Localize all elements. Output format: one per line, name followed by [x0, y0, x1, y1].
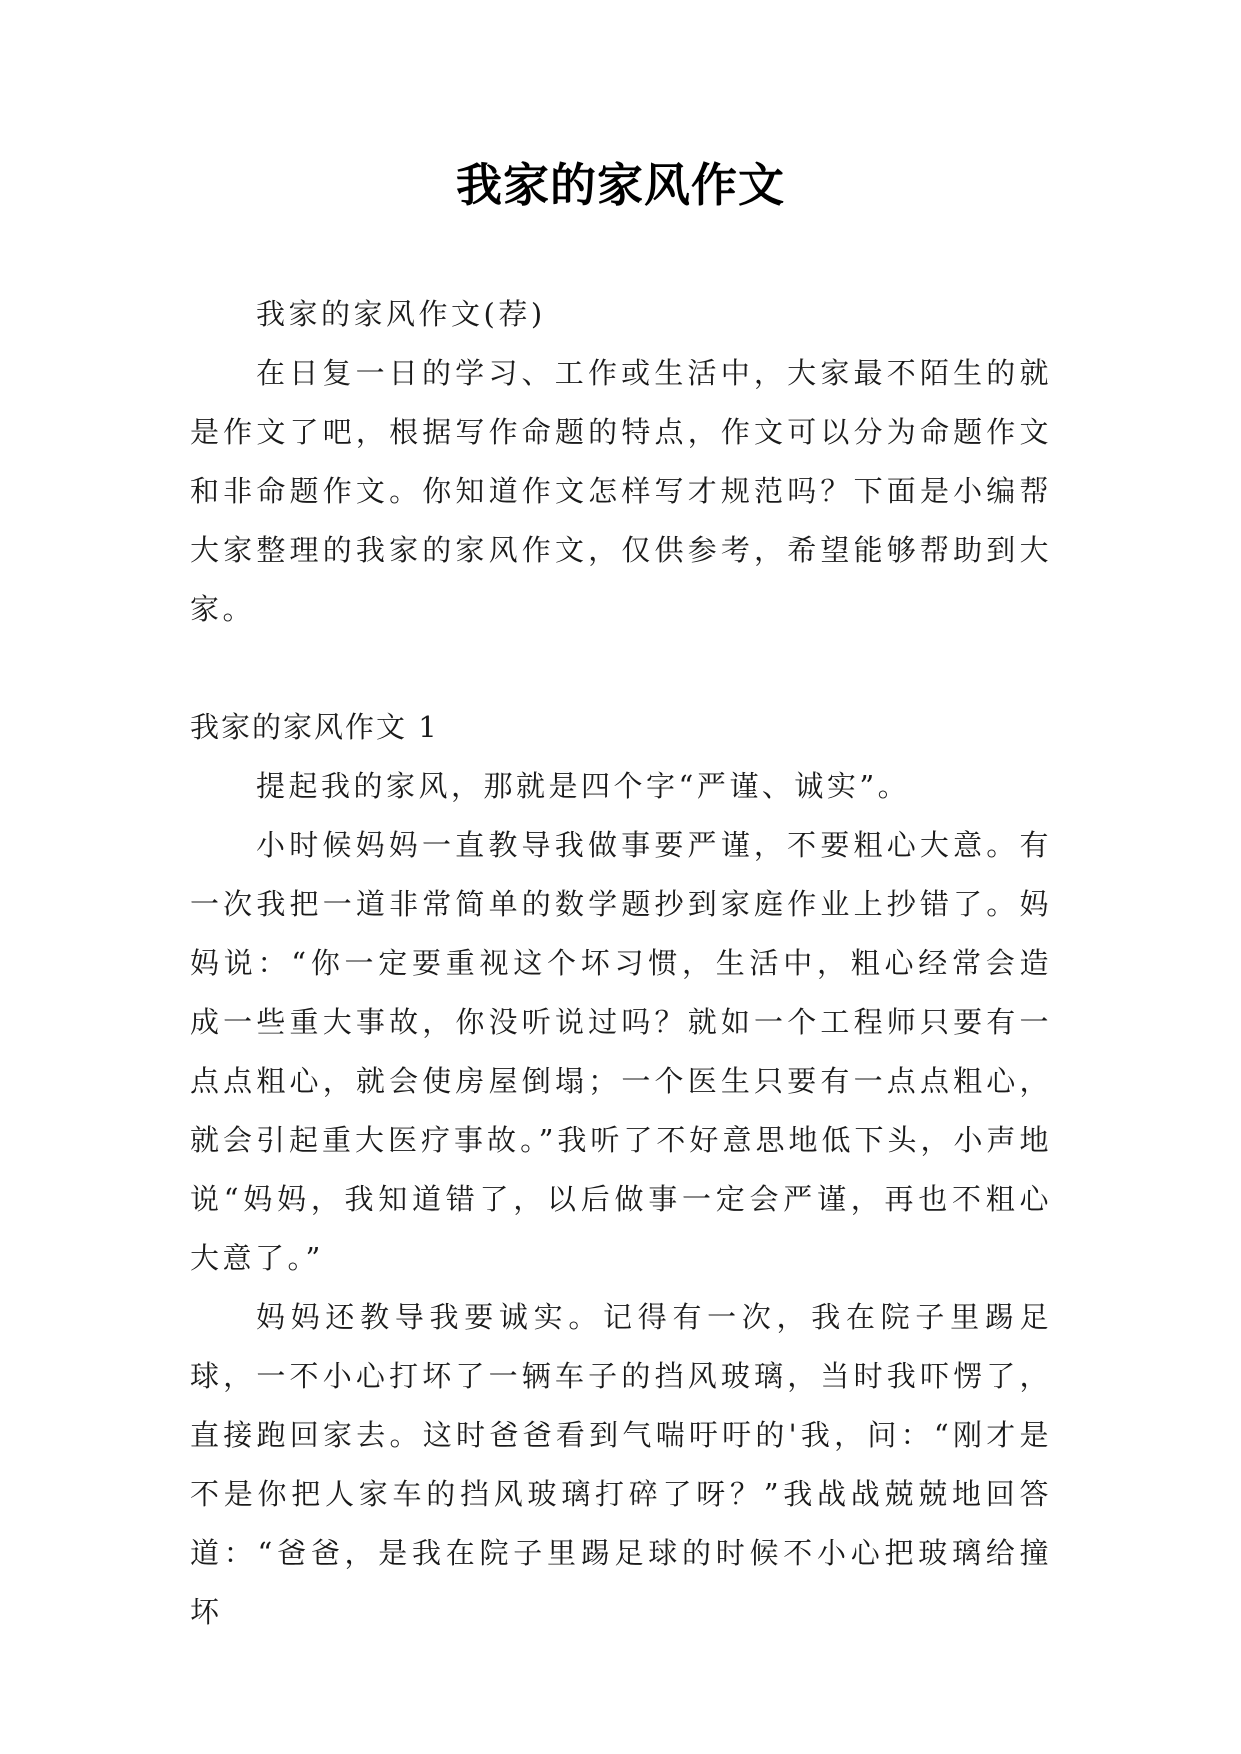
body-paragraph-1: 提起我的家风，那就是四个字“严谨、诚实”。: [256, 769, 911, 803]
body-paragraph-2: 小时候妈妈一直教导我做事要严谨，不要粗心大意。有一次我把一道非常简单的数学题抄到家庭作业上抄错了。妈妈说：“你一定要重视这个坏习惯，生活中，粗心经常会造成一些重大事故，你没听说过吗？就如一个工程师只要有一点点粗心，就会使房屋倒塌；一个医生只要有一点点粗心，就会引起重大医疗事故。”我听了不好意思地低下头，小声地说“妈妈，我知道错了，以后做事一定会严谨，再也不粗心大意了。”: [190, 828, 1052, 1275]
document-subtitle: 我家的家风作文(荐): [256, 297, 546, 331]
intro-paragraph: 在日复一日的学习、工作或生活中，大家最不陌生的就是作文了吧，根据写作命题的特点，作文可以分为命题作文和非命题作文。你知道作文怎样写才规范吗？下面是小编帮大家整理的我家的家风作文，仅供参考，希望能够帮助到大家。: [190, 356, 1052, 626]
body-paragraph-3: 妈妈还教导我要诚实。记得有一次，我在院子里踢足球，一不小心打坏了一辆车子的挡风玻璃，当时我吓愣了，直接跑回家去。这时爸爸看到气喘吁吁的'我，问：“刚才是不是你把人家车的挡风玻璃打碎了呀？”我战战兢兢地回答道：“爸爸，是我在院子里踢足球的时候不小心把玻璃给撞坏: [190, 1300, 1052, 1629]
section-heading: 我家的家风作文 1: [190, 710, 439, 744]
document-body: [190, 285, 1052, 1642]
document-title: 我家的家风作文: [456, 158, 785, 212]
